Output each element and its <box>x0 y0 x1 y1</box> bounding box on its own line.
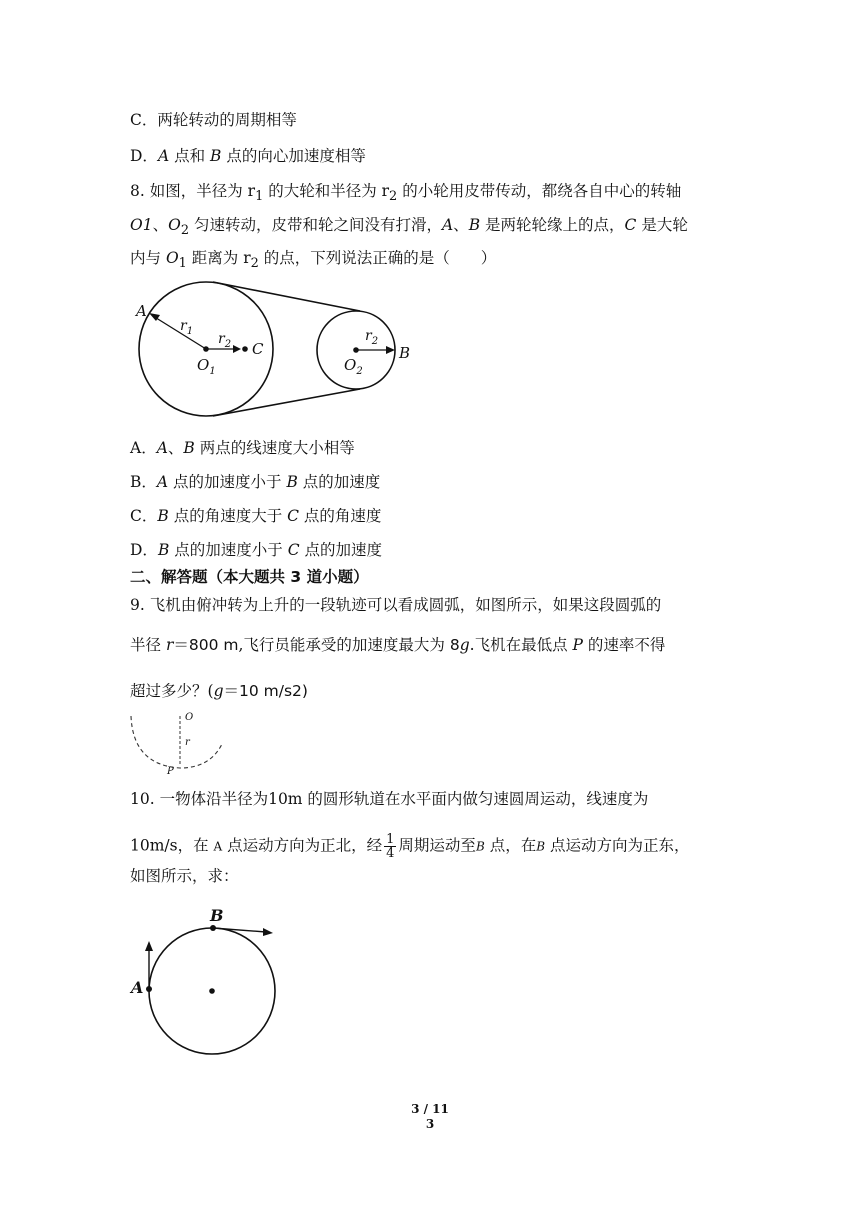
text: 点和 <box>169 147 210 165</box>
text: 距离为 r <box>186 249 251 267</box>
var-g: g <box>213 682 224 700</box>
text: 半径 <box>130 636 166 654</box>
text: 点运动方向为正东， <box>545 836 690 855</box>
text: 周期运动至 <box>398 836 476 855</box>
option-letter: A． <box>130 439 157 457</box>
q10-line3: 如图所示，求： <box>130 867 239 885</box>
radius-value: ＝800 m <box>173 636 239 654</box>
text: 、 <box>453 216 469 234</box>
text: 点的加速度 <box>299 541 382 559</box>
fig9-label-r: r <box>185 737 190 748</box>
text: 超过多少？( <box>130 682 214 700</box>
point-c: C <box>624 216 637 234</box>
q9-line1: 9. 飞机由俯冲转为上升的一段轨迹可以看成圆弧，如图所示，如果这段圆弧的 <box>130 596 662 614</box>
text: r <box>180 318 187 334</box>
point-a: A <box>156 473 169 491</box>
text: 点，在 <box>484 836 537 855</box>
velocity-a-arrowhead <box>145 941 153 951</box>
text: 10m/s，在 <box>130 836 214 855</box>
point-a: A <box>156 439 168 457</box>
fig8-label-a: A <box>136 302 147 320</box>
text: 点运动方向为正北，经 <box>222 836 383 855</box>
fig10-label-a: A <box>131 978 144 997</box>
subscript: 2 <box>356 366 363 377</box>
text: r <box>365 328 372 344</box>
axis-o1: O <box>165 249 179 267</box>
q10-line1: 10. 一物体沿半径为10m 的圆形轨道在水平面内做匀速圆周运动，线速度为 <box>130 790 649 808</box>
subscript: 2 <box>371 335 379 347</box>
subscript: 2 <box>180 223 190 239</box>
text: 的点，下列说法正确的是（ ） <box>258 249 497 267</box>
text: 、 <box>152 216 169 234</box>
text: 匀速转动，皮带和轮之间没有打滑， <box>189 216 442 234</box>
page-number: 3 <box>425 1117 435 1131</box>
text: 点的加速度 <box>297 473 381 491</box>
center-dot <box>209 988 215 994</box>
axis-o2: O <box>168 216 181 234</box>
text: .飞机在最低点 <box>469 636 573 654</box>
q7-option-c: C．两轮转动的周期相等 <box>130 111 297 129</box>
point-p: P <box>572 636 583 654</box>
velocity-b-arrow <box>213 928 266 932</box>
var-r: r <box>165 636 174 654</box>
text: 点的加速度小于 <box>169 541 288 559</box>
numerator: 1 <box>386 832 395 847</box>
text: 内与 <box>130 249 166 267</box>
text: O <box>197 356 210 374</box>
text: 的大轮和半径为 r <box>263 182 390 200</box>
point-b: B <box>157 507 169 525</box>
page-indicator: 3 / 11 <box>411 1102 449 1116</box>
point-b: B <box>183 439 195 457</box>
velocity-b-arrowhead <box>263 928 273 936</box>
denominator: 4 <box>386 846 395 861</box>
point-b: B <box>475 839 485 854</box>
point-b: B <box>210 147 222 165</box>
text: 、 <box>167 439 184 457</box>
gravity-value: ＝10 m/s2) <box>223 682 308 700</box>
text: 点的角速度 <box>299 507 382 525</box>
fig8-label-c: C <box>252 340 264 358</box>
text: 点的角速度大于 <box>168 507 288 525</box>
point-c: C <box>287 541 300 559</box>
section-title: 二、解答题（本大题共 3 道小题） <box>130 568 369 586</box>
text: 两点的线速度大小相等 <box>194 439 355 457</box>
subscript: 2 <box>224 338 232 350</box>
point-a: A <box>157 147 170 165</box>
text: ,飞行员能承受的加速度最大为 <box>238 636 450 654</box>
point-b: B <box>286 473 298 491</box>
text: 是两轮轮缘上的点， <box>480 216 625 234</box>
subscript: 1 <box>255 189 264 205</box>
point-b: B <box>536 839 546 854</box>
text: 的速率不得 <box>582 636 666 654</box>
fig9-label-o: O <box>185 712 194 723</box>
point-b: B <box>468 216 481 234</box>
subscript: 1 <box>186 325 194 337</box>
var-g: g <box>459 636 470 654</box>
text: 的小轮用皮带传动，都绕各自中心的转轴 <box>397 182 682 200</box>
text: r <box>218 331 225 347</box>
point-a: A <box>213 839 223 854</box>
subscript: 1 <box>209 366 216 377</box>
q7-option-d-letter: D． <box>130 147 158 165</box>
subscript: 2 <box>250 256 259 272</box>
point-a: A <box>441 216 454 234</box>
fig9-label-p: P <box>167 766 174 777</box>
axis-o1: O1 <box>130 216 153 234</box>
point-b: B <box>157 541 170 559</box>
option-letter: B． <box>130 473 157 491</box>
fig8-label-b: B <box>399 344 411 362</box>
text: 8. 如图，半径为 r <box>130 182 256 200</box>
subscript: 1 <box>178 256 187 272</box>
point-c: C <box>287 507 299 525</box>
text: 点的向心加速度相等 <box>221 147 366 165</box>
fig10-label-b: B <box>210 906 224 925</box>
option-letter: C． <box>130 507 158 525</box>
text: O <box>344 356 357 374</box>
text: 是大轮 <box>636 216 688 234</box>
option-letter: D． <box>130 541 158 559</box>
text: 点的加速度小于 <box>168 473 287 491</box>
subscript: 2 <box>389 189 398 205</box>
number: 8 <box>449 636 460 654</box>
